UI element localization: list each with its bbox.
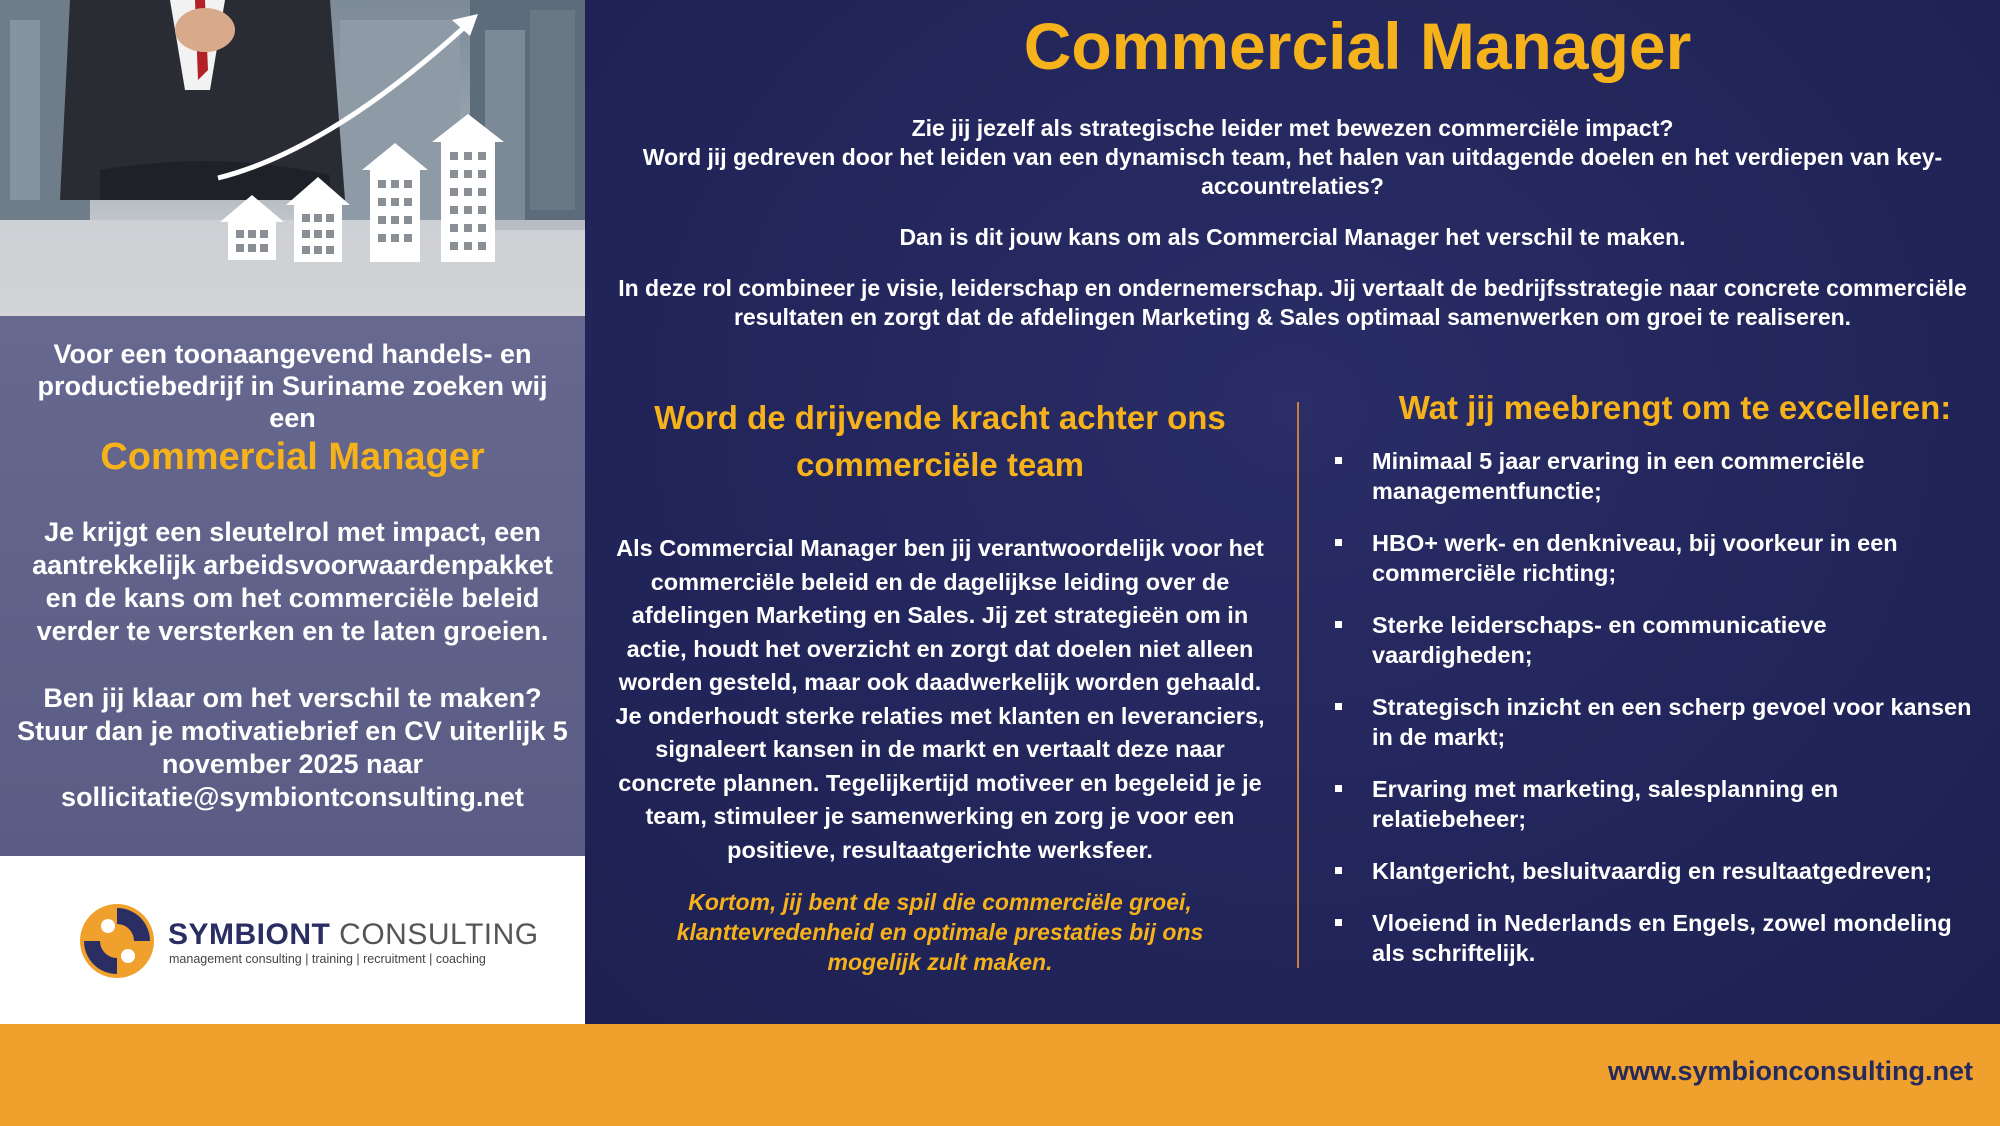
cta-question: Ben jij klaar om het verschil te maken?	[43, 683, 542, 713]
bullet-icon	[1335, 539, 1342, 546]
bullet-icon	[1335, 867, 1342, 874]
role-description: Als Commercial Manager ben jij verantwoordelijk voor het commerciële beleid en de dagelijkse leiding over de afdelingen Marketing en Sales. Jij zet strategieën om in actie, houdt het overzicht en zorgt dat doelen niet alleen worden gesteld, maar ook daadwerkelijk worden gehaald. Je onderhoudt sterke relaties met klanten en leveranciers, signaleert kansen in de markt en vertaalt deze naar concrete plannen. Tegelijkertijd motiveer en begeleid je je team, stimuleer je samenwerking en zorg je voor een positieve, resultaatgerichte werksfeer.	[615, 535, 1265, 863]
company-logo	[0, 856, 585, 1024]
requirements-column	[1335, 386, 1975, 990]
list-item: Ervaring met marketing, salesplanning en relatiebeheer;	[1335, 774, 1975, 834]
hero-photo	[0, 0, 585, 316]
left-column	[0, 0, 585, 1024]
list-item: Klantgericht, besluitvaardig en resultaatgedreven;	[1335, 856, 1975, 886]
column-divider	[1297, 402, 1299, 968]
role-heading: Word de drijvende kracht achter ons commerciële team	[654, 399, 1226, 483]
logo-tagline: management consulting | training | recruitment | coaching	[169, 952, 486, 966]
role-description-column	[610, 394, 1270, 977]
application-email[interactable]: sollicitatie@symbiontconsulting.net	[61, 782, 524, 812]
main-content	[585, 0, 2000, 1024]
list-item: HBO+ werk- en denkniveau, bij voorkeur in een commerciële richting;	[1335, 528, 1975, 588]
requirements-heading: Wat jij meebrengt om te excelleren:	[1398, 389, 1952, 426]
website-link[interactable]: www.symbionconsulting.net	[1607, 1056, 1973, 1086]
left-offer-text: Je krijgt een sleutelrol met impact, een aantrekkelijk arbeidsvoorwaardenpakket en de kans om het commerciële beleid verder te versterken en te laten groeien.	[32, 517, 553, 646]
cta-text: Stuur dan je motivatiebrief en CV uiterlijk 5 november 2025 naar	[17, 716, 568, 779]
intro-section	[615, 114, 1970, 354]
intro-role: In deze rol combineer je visie, leiderschap en ondernemerschap. Jij vertaalt de bedrijfsstrategie naar concrete commerciële resultaten en zorgt dat de afdelingen Marketing & Sales optimaal samenwerken om groei te realiseren.	[618, 275, 1967, 330]
logo-wordmark: SYMBIONT CONSULTING	[168, 918, 539, 951]
bullet-icon	[1335, 621, 1342, 628]
list-item: Sterke leiderschaps- en communicatieve vaardigheden;	[1335, 610, 1975, 670]
page-title: Commercial Manager	[1023, 9, 1692, 83]
left-intro-text: Voor een toonaangevend handels- en productiebedrijf in Suriname zoeken wij een	[37, 339, 548, 433]
bullet-icon	[1335, 703, 1342, 710]
list-item: Vloeiend in Nederlands en Engels, zowel mondeling als schriftelijk.	[1335, 908, 1975, 968]
intro-chance: Dan is dit jouw kans om als Commercial Manager het verschil te maken.	[899, 224, 1686, 250]
bullet-icon	[1335, 785, 1342, 792]
businessman-growth-illustration	[0, 0, 585, 316]
requirements-list	[1335, 446, 1975, 968]
left-info-panel	[0, 316, 585, 856]
intro-question-1: Zie jij jezelf als strategische leider met bewezen commerciële impact?	[911, 115, 1674, 141]
bullet-icon	[1335, 919, 1342, 926]
left-role-title: Commercial Manager	[100, 436, 485, 478]
footer-bar	[0, 1024, 2000, 1126]
list-item: Minimaal 5 jaar ervaring in een commerciële managementfunctie;	[1335, 446, 1975, 506]
symbiont-logo-icon	[78, 902, 156, 980]
left-cta	[10, 682, 575, 814]
intro-question-2: Word jij gedreven door het leiden van een dynamisch team, het halen van uitdagende doelen en het verdiepen van key-accountrelaties?	[642, 144, 1943, 199]
role-summary-quote: Kortom, jij bent de spil die commerciële groei, klanttevredenheid en optimale prestaties bij ons mogelijk zult maken.	[676, 889, 1204, 975]
list-item: Strategisch inzicht en een scherp gevoel voor kansen in de markt;	[1335, 692, 1975, 752]
bullet-icon	[1335, 457, 1342, 464]
